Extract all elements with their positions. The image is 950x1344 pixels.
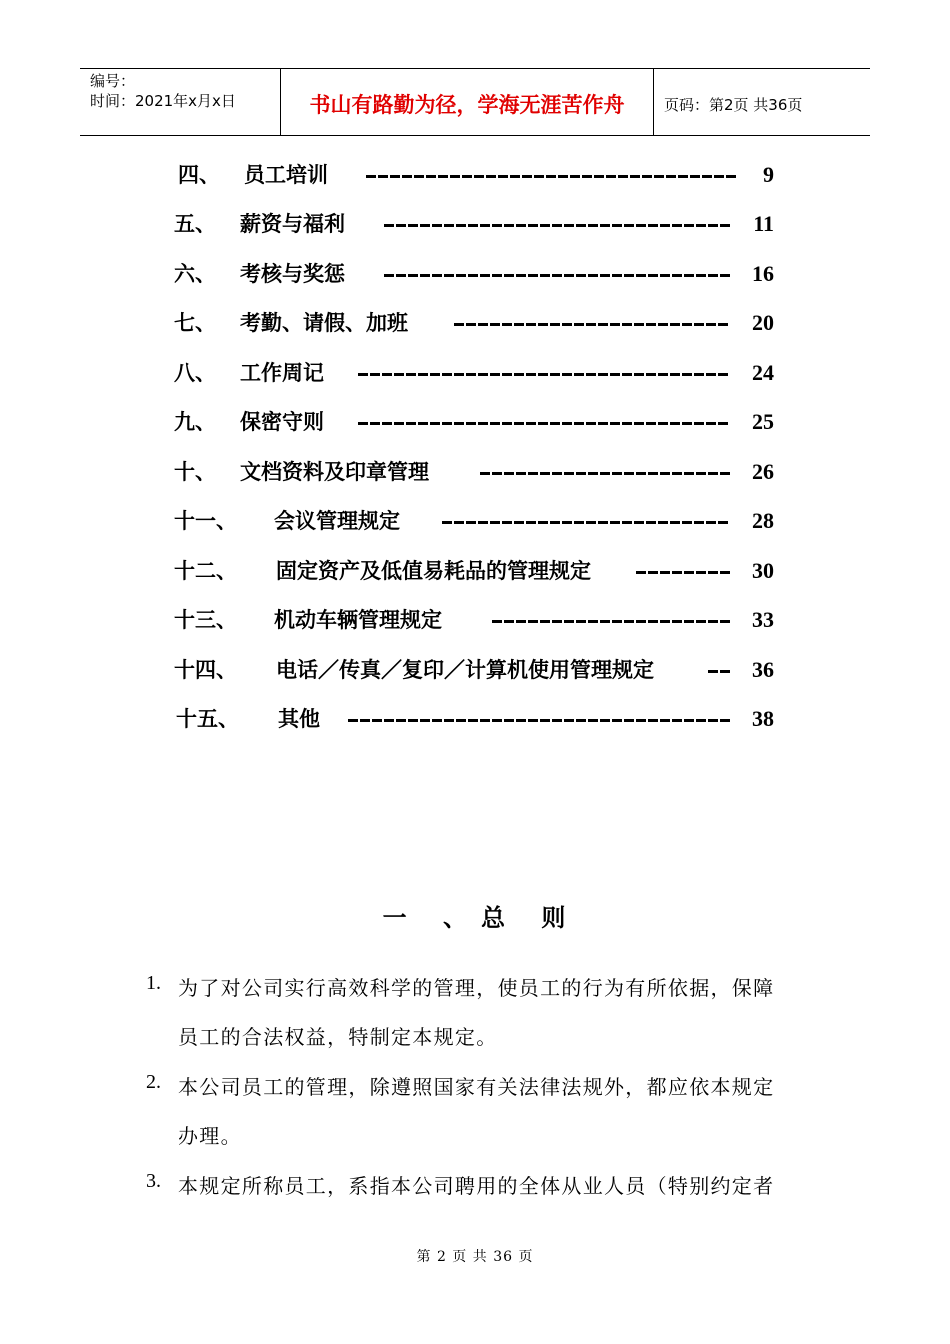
toc-entry-number: 五、 [174, 211, 216, 236]
toc-leader [384, 224, 730, 227]
toc-entry-title: 员工培训 [244, 162, 328, 187]
toc-leader [480, 472, 730, 475]
toc-entry-title: 考勤、请假、加班 [240, 310, 408, 335]
toc-entry-number: 十二、 [174, 558, 237, 583]
toc-entry-number: 十四、 [174, 657, 237, 682]
page-footer: 第 2 页 共 36 页 [416, 1249, 534, 1265]
toc-entry-number: 十、 [174, 459, 216, 484]
toc-leader [492, 620, 730, 623]
toc-entry-number: 十三、 [174, 607, 237, 632]
toc-entry[interactable] [0, 506, 950, 536]
toc-entry-page: 9 [763, 162, 774, 187]
toc-leader [366, 175, 736, 178]
toc-entry[interactable] [0, 704, 950, 734]
toc-leader [358, 373, 730, 376]
toc-entry[interactable] [0, 605, 950, 635]
paragraph-line: 本公司员工的管理，除遵照国家有关法律法规外，都应依本规定 [178, 1075, 775, 1099]
toc-entry-page: 36 [752, 657, 774, 682]
toc-leader [454, 323, 730, 326]
paragraph-number: 3. [146, 1170, 161, 1192]
toc-entry-page: 33 [752, 607, 774, 632]
toc-entry-page: 25 [752, 409, 774, 434]
toc-entry[interactable] [0, 457, 950, 487]
document-date: 时间：2021年x月x日 [90, 92, 236, 110]
toc-leader [708, 670, 730, 673]
toc-leader [358, 422, 730, 425]
toc-entry-title: 其他 [278, 706, 320, 731]
toc-entry-title: 电话／传真／复印／计算机使用管理规定 [276, 657, 654, 682]
section-heading: 一 、总 则 [382, 903, 580, 932]
toc-leader [636, 571, 730, 574]
toc-entry-page: 11 [753, 211, 774, 236]
toc-entry[interactable] [0, 358, 950, 388]
toc-entry-page: 24 [752, 360, 774, 385]
paragraph-line: 本规定所称员工，系指本公司聘用的全体从业人员（特别约定者 [178, 1174, 775, 1198]
header-meta [80, 69, 281, 135]
paragraph-line: 员工的合法权益，特制定本规定。 [178, 1025, 498, 1049]
document-number-label: 编号： [90, 72, 136, 90]
toc-entry[interactable] [0, 209, 950, 239]
toc-entry-title: 薪资与福利 [240, 211, 345, 236]
toc-entry-page: 26 [752, 459, 774, 484]
toc-entry[interactable] [0, 308, 950, 338]
toc-entry[interactable] [0, 407, 950, 437]
header-page-info: 页码：第2页 共36页 [664, 95, 803, 114]
toc-entry-page: 28 [752, 508, 774, 533]
toc-leader [384, 274, 730, 277]
toc-entry-number: 四、 [178, 162, 220, 187]
toc-entry-number: 十五、 [176, 706, 239, 731]
toc-entry-number: 十一、 [174, 508, 237, 533]
toc-entry-number: 七、 [174, 310, 216, 335]
toc-entry-title: 工作周记 [240, 360, 324, 385]
toc-entry-title: 固定资产及低值易耗品的管理规定 [276, 558, 591, 583]
toc-entry-page: 38 [752, 706, 774, 731]
toc-entry-title: 文档资料及印章管理 [240, 459, 429, 484]
toc-entry-title: 保密守则 [240, 409, 324, 434]
toc-entry-page: 30 [752, 558, 774, 583]
paragraph-number: 2. [146, 1071, 161, 1093]
toc-entry-number: 八、 [174, 360, 216, 385]
toc-entry-page: 20 [752, 310, 774, 335]
paragraph-line: 办理。 [178, 1124, 242, 1148]
toc-entry-number: 九、 [174, 409, 216, 434]
toc-entry-title: 会议管理规定 [274, 508, 400, 533]
toc-entry-number: 六、 [174, 261, 216, 286]
toc-entry-title: 考核与奖惩 [240, 261, 345, 286]
toc-entry-page: 16 [752, 261, 774, 286]
header-motto: 书山有路勤为径，学海无涯苦作舟 [281, 69, 654, 135]
page-header [80, 68, 870, 136]
toc-entry[interactable] [0, 160, 950, 190]
toc-entry[interactable] [0, 655, 950, 685]
toc-entry-title: 机动车辆管理规定 [274, 607, 442, 632]
toc-leader [348, 719, 732, 722]
toc-leader [442, 521, 730, 524]
paragraph-number: 1. [146, 972, 161, 994]
paragraph-line: 为了对公司实行高效科学的管理，使员工的行为有所依据，保障 [178, 976, 775, 1000]
toc-entry[interactable] [0, 556, 950, 586]
toc-entry[interactable] [0, 259, 950, 289]
